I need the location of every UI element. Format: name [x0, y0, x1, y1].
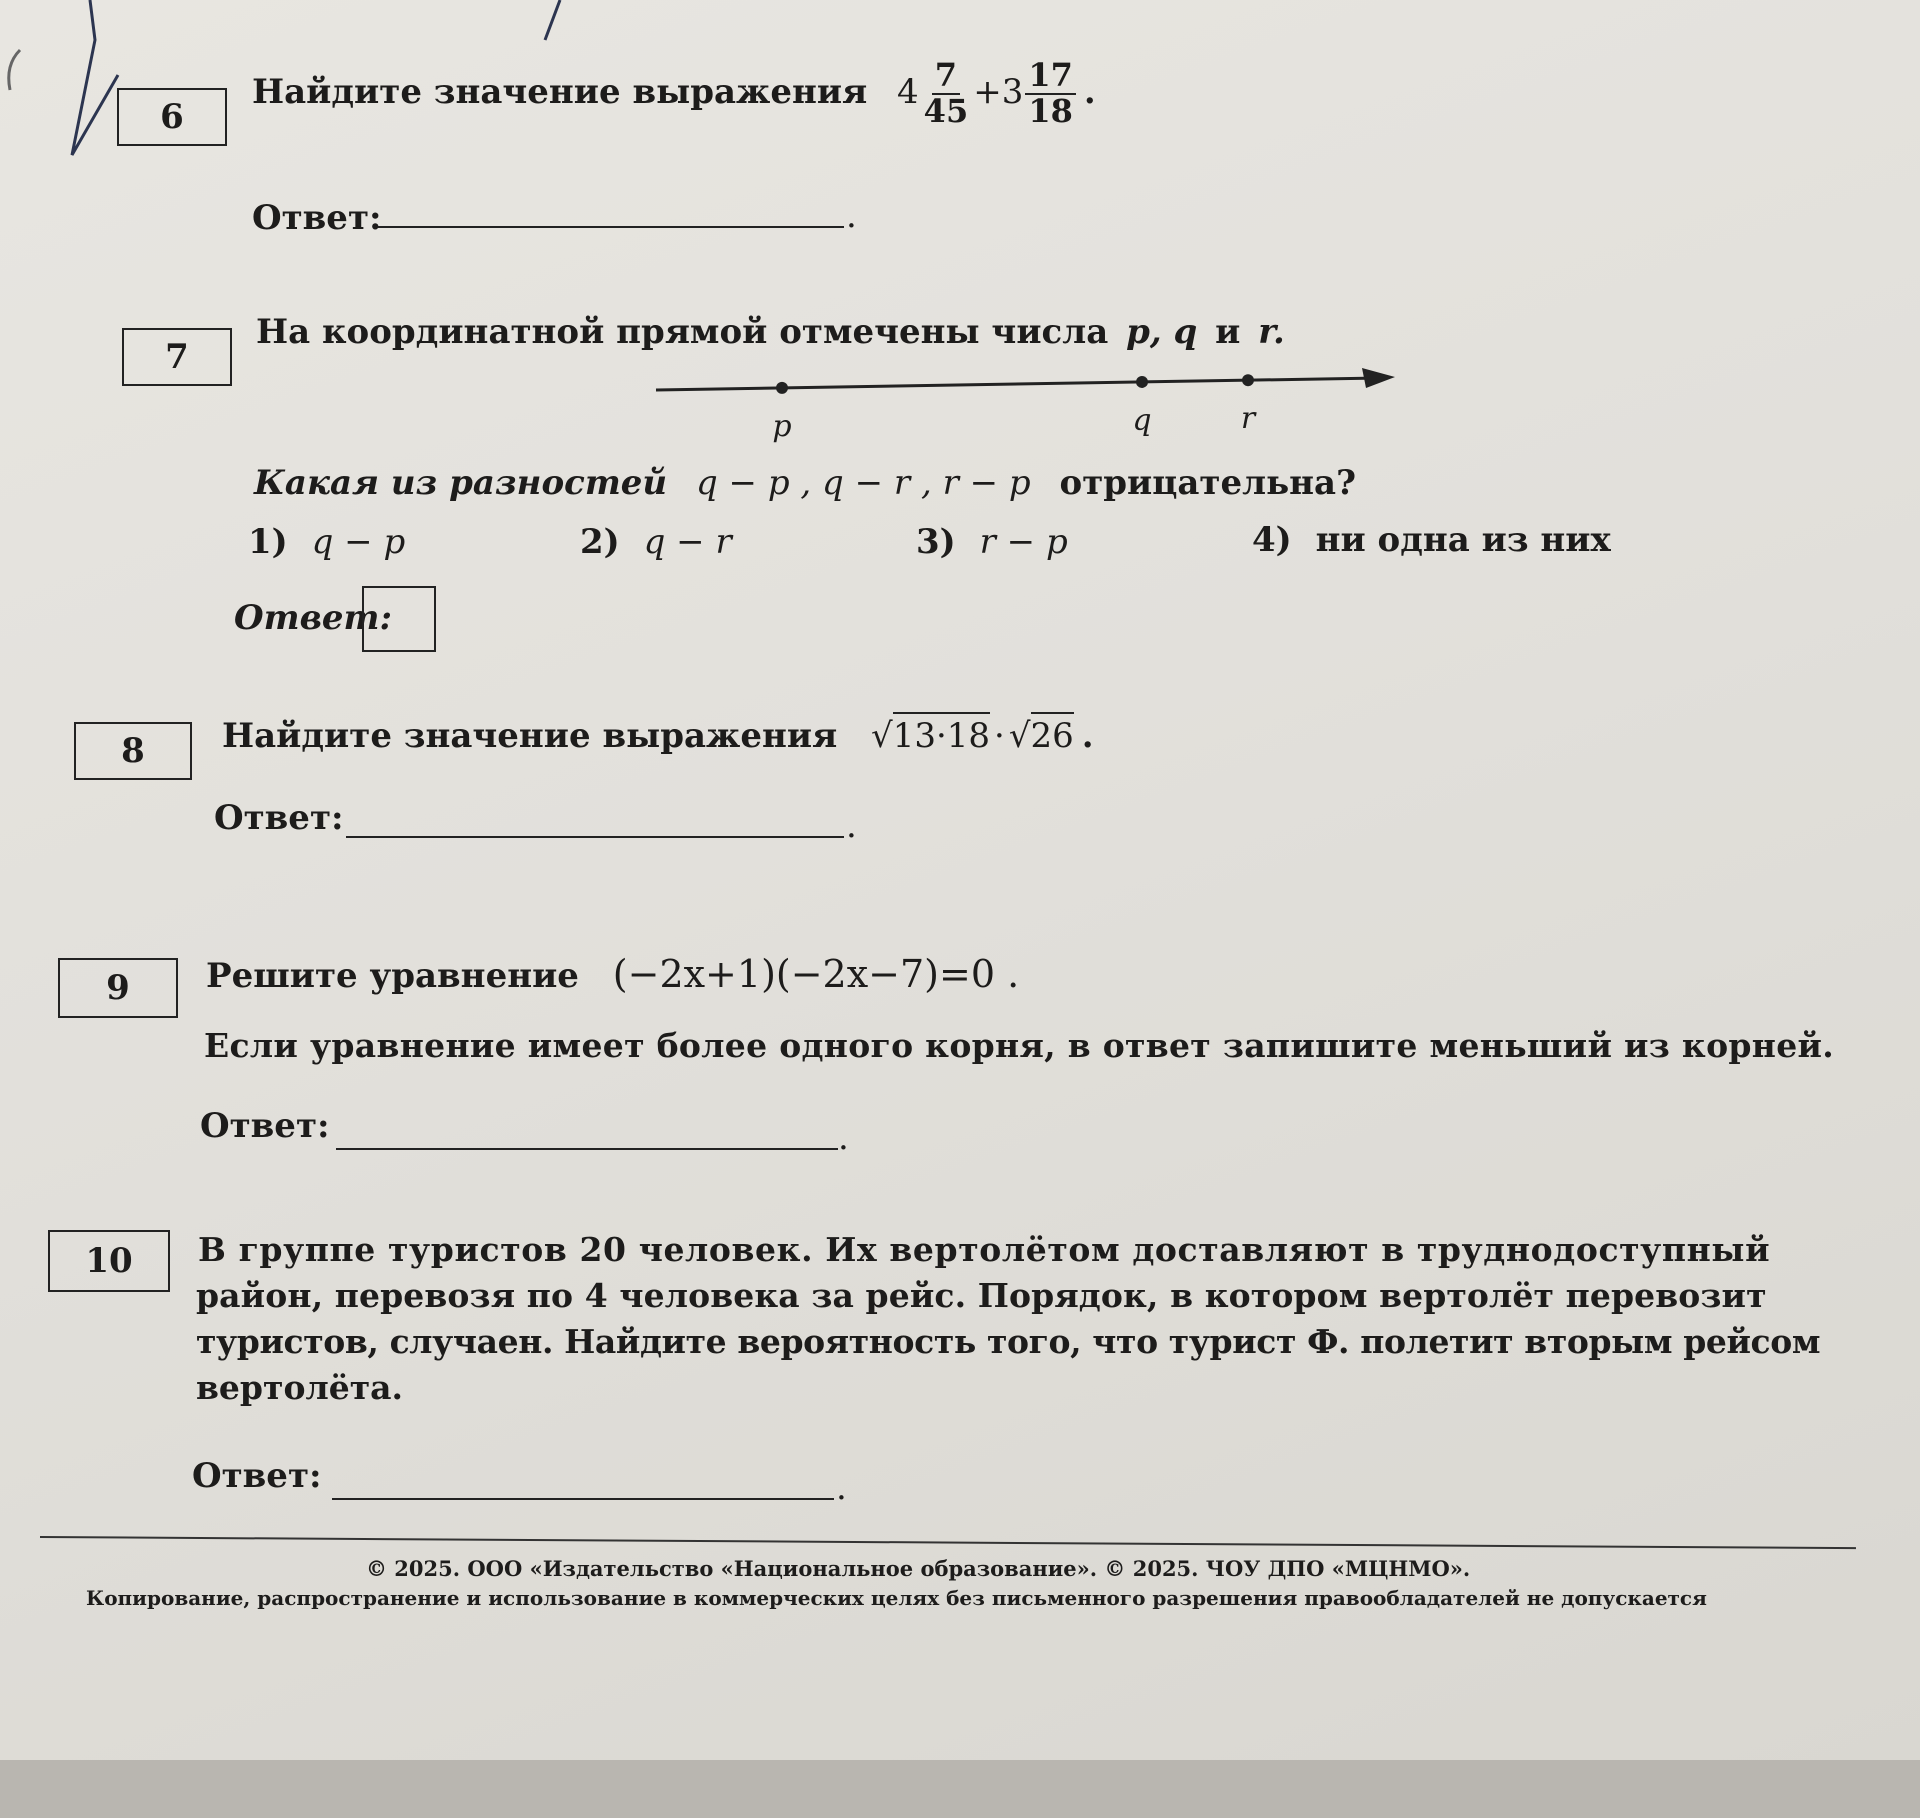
footer-copyright: © 2025. ООО «Издательство «Национальное образование». © 2025. ЧОУ ДПО «МЦНМО».: [366, 1556, 1471, 1581]
number-line-label-r: r: [1240, 401, 1256, 437]
task9-number-box: [58, 958, 178, 1018]
task10-line-2: район, перевозя по 4 человека за рейс. Порядок, в котором вертолёт перевозит: [196, 1276, 1767, 1315]
task9-equation: (−2x+1)(−2x−7)=0 .: [612, 952, 1020, 996]
option-number: 1): [248, 522, 288, 562]
task7-subquestion: [254, 463, 1356, 503]
option-number: 4): [1252, 520, 1292, 560]
number-line-axis: [656, 378, 1380, 390]
task6-whole1: 4: [897, 72, 919, 112]
task6-question-text: Найдите значение выражения: [252, 72, 868, 112]
number-line-arrow-icon: [1362, 368, 1395, 388]
task6-plus: +: [973, 72, 1002, 112]
task8-answer-dot: .: [846, 806, 857, 846]
table-surface: [0, 1760, 1920, 1818]
task6-expression: [897, 56, 1096, 130]
task6-num2: 17: [1025, 59, 1076, 95]
footer-copy-notice: Копирование, распространение и использование в коммерческих целях без письменного разрешения правообладателей не допускается: [86, 1586, 1707, 1610]
number-line-label-q: q: [1132, 402, 1152, 438]
task7-option-1[interactable]: [248, 522, 405, 562]
number-line-label-p: p: [772, 408, 792, 444]
footer-divider: [40, 1536, 1856, 1549]
option-number: 2): [580, 522, 620, 562]
task7-option-2[interactable]: [580, 522, 732, 562]
task7-number: 7: [165, 337, 189, 377]
task6-whole2: 3: [1001, 72, 1024, 112]
task7-question-b: и: [1215, 312, 1241, 352]
task7-subquestion-exprs: q − p , q − r , r − p: [695, 463, 1031, 503]
task9-answer-field[interactable]: [336, 1148, 838, 1150]
task6-answer-field[interactable]: [378, 226, 844, 228]
task6-answer-dot: .: [846, 196, 857, 236]
task10-answer-dot: .: [836, 1468, 847, 1508]
task6-num1: 7: [932, 59, 960, 95]
option-text: ни одна из них: [1315, 520, 1611, 560]
task10-line-3: туристов, случаен. Найдите вероятность того, что турист Ф. полетит вторым рейсом: [196, 1322, 1821, 1361]
task9-answer-dot: .: [838, 1118, 849, 1158]
option-text: r − p: [979, 522, 1068, 562]
task7-number-box: [122, 328, 232, 386]
task8-question-text: Найдите значение выражения: [222, 716, 838, 756]
task7-question-vars: p, q: [1126, 312, 1198, 352]
task6-end: .: [1083, 72, 1096, 112]
number-line-point-q: [1136, 376, 1148, 388]
task10-number-box: [48, 1230, 170, 1292]
number-line-point-p: [776, 382, 788, 394]
option-text: q − r: [643, 522, 732, 562]
task7-option-4[interactable]: [1252, 520, 1611, 560]
task7-answer-label: Ответ:: [234, 598, 393, 638]
task8-number: 8: [121, 731, 145, 771]
task8-dot: ·: [994, 716, 1005, 756]
task8-answer-field[interactable]: [346, 836, 844, 838]
task6-den2: 18: [1028, 92, 1073, 130]
task7-question-a: На координатной прямой отмечены числа: [256, 312, 1109, 352]
task6-den1: 45: [923, 92, 969, 130]
task6-number-box: [117, 88, 227, 146]
task9-number: 9: [106, 968, 130, 1008]
task7-subquestion-a: Какая из разностей: [254, 463, 668, 503]
task7-question: [256, 312, 1285, 352]
task8-radicand1: 13·18: [893, 712, 990, 756]
task9-question-text: Решите уравнение: [206, 956, 579, 996]
option-number: 3): [916, 522, 956, 562]
task8-expression: √13·18 · √26 .: [871, 716, 1094, 756]
task7-answer-box[interactable]: [362, 586, 436, 652]
task7-option-3[interactable]: [916, 522, 1068, 562]
task6-answer-label: Ответ:: [252, 198, 382, 238]
task8-question: [222, 716, 1094, 756]
task8-radicand2: 26: [1031, 712, 1074, 756]
task10-answer-label: Ответ:: [192, 1456, 322, 1496]
task8-number-box: [74, 722, 192, 780]
task6-fraction2: [1025, 56, 1076, 130]
task9-instruction: Если уравнение имеет более одного корня, в ответ запишите меньший из корней.: [204, 1026, 1835, 1065]
task7-question-c: r.: [1258, 312, 1285, 352]
task8-answer-label: Ответ:: [214, 798, 344, 838]
option-text: q − p: [311, 522, 406, 562]
task7-number-line: [650, 360, 1410, 460]
number-line-point-r: [1242, 374, 1254, 386]
task10-answer-field[interactable]: [332, 1498, 834, 1500]
task9-question: [206, 952, 1019, 996]
task10-line-1: В группе туристов 20 человек. Их вертолётом доставляют в труднодоступный: [198, 1230, 1771, 1269]
task7-subquestion-b: отрицательна?: [1059, 463, 1356, 503]
task6-fraction1: [921, 56, 972, 130]
task6-number: 6: [160, 97, 184, 137]
task10-number: 10: [85, 1241, 133, 1281]
task8-end: .: [1081, 716, 1094, 756]
task9-answer-label: Ответ:: [200, 1106, 330, 1146]
task10-line-4: вертолёта.: [196, 1368, 404, 1407]
task6-question: [252, 52, 1096, 132]
